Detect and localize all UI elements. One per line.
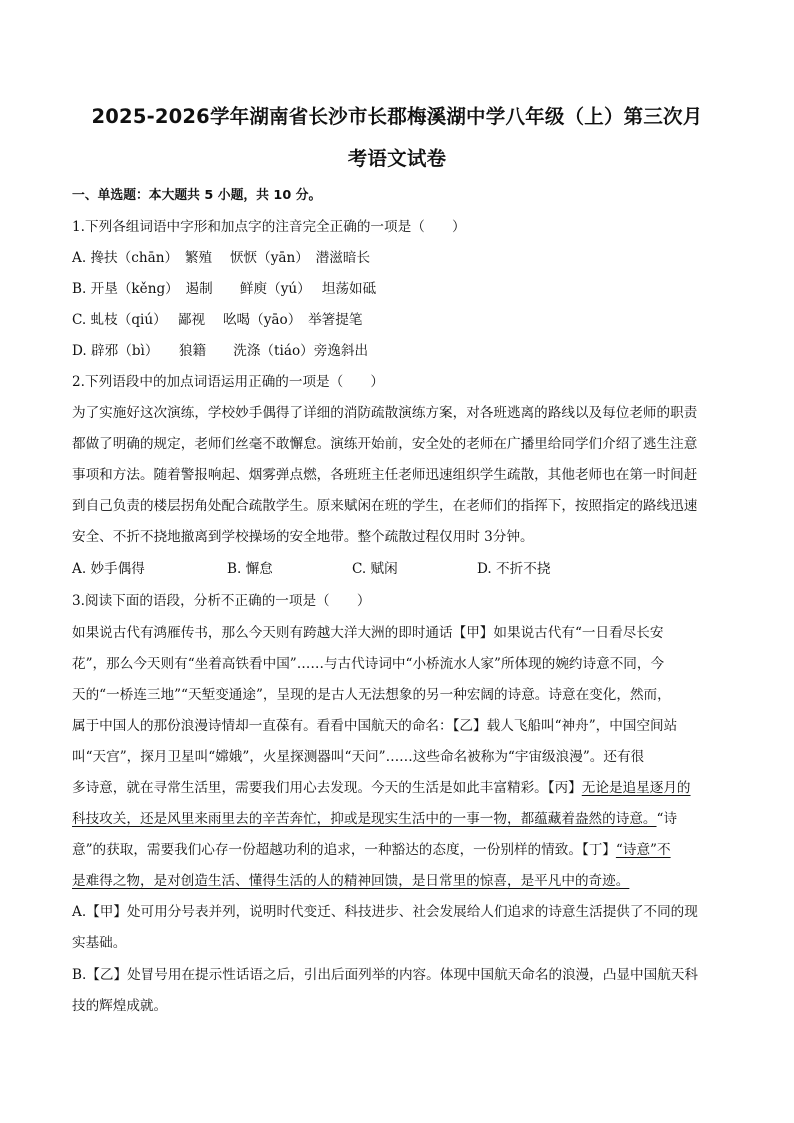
underlined-sentence-ding: 是难得之物，是对创造生活、懂得生活的人的精神回馈，是日常里的惊喜，是平凡中的奇迹。 xyxy=(72,873,630,889)
question-2-option-d: D. 不折不挠 xyxy=(477,561,551,577)
question-3-passage-line: 属于中国人的那份浪漫诗情却一直葆有。看看中国航天的命名：【乙】载人飞船叫“神舟”，中国空间站 xyxy=(72,718,678,734)
question-3-option-a-cont: 实基础。 xyxy=(72,935,127,951)
passage-text: 多诗意，就在寻常生活里，需要我们用心去发现。今天的生活是如此丰富精彩。【丙】 xyxy=(72,780,582,796)
question-2-stem: 2.下列语段中的加点词语运用正确的一项是（ ） xyxy=(72,374,385,390)
underlined-sentence-bing: 无论是追星逐月的 xyxy=(581,780,691,796)
question-2-option-c: C. 赋闲 xyxy=(352,561,398,577)
question-3-passage-line xyxy=(72,871,732,891)
question-2-passage-line: 都做了明确的规定，老师们丝毫不敢懈怠。演练开始前，安全处的老师在广播里给同学们介绍了逃生注意 xyxy=(72,436,698,452)
question-1-stem: 1.下列各组词语中字形和加点字的注音完全正确的一项是（ ） xyxy=(72,219,466,235)
question-3-passage-line: 如果说古代有鸿雁传书，那么今天则有跨越大洋大洲的即时通话【甲】如果说古代有“一日看尽长安 xyxy=(72,625,664,641)
question-3-passage-line xyxy=(72,778,732,798)
question-2-passage-line: 到自己负责的楼层拐角处配合疏散学生。原来赋闲在班的学生，在老师们的指挥下，按照指定的路线迅速 xyxy=(72,498,698,514)
question-3-option-a: A.【甲】处可用分号表并列，说明时代变迁、科技进步、社会发展给人们追求的诗意生活提供了不同的现 xyxy=(72,904,698,920)
passage-text: 意”的获取，需要我们心存一份超越功利的追求，一种豁达的态度，一份别样的情致。【丁】 xyxy=(72,842,616,858)
question-2-passage-line: 事项和方法。随着警报响起、烟雾弹点燃，各班班主任老师迅速组织学生疏散，其他老师也在第一时间赶 xyxy=(72,467,698,483)
question-1-option-a: A. 搀扶（chān） 繁殖 恹恹（yān） 潜滋暗长 xyxy=(72,250,371,266)
question-2-option-b: B. 懈怠 xyxy=(227,561,273,577)
question-3-passage-line: 天的“一桥连三地”“天堑变通途”，呈现的是古人无法想象的另一种宏阔的诗意。诗意在变化，然而， xyxy=(72,687,671,703)
question-3-passage-line xyxy=(72,809,732,829)
section-label: 一、单选题： xyxy=(72,188,149,203)
question-2-options xyxy=(72,559,732,579)
question-3-stem: 3.阅读下面的语段，分析不正确的一项是（ ） xyxy=(72,593,371,609)
question-2-passage-line: 为了实施好这次演练，学校妙手偶得了详细的消防疏散演练方案，对各班逃离的路线以及每位老师的职责 xyxy=(72,405,698,421)
section-description: 本大题共 5 小题，共 10 分。 xyxy=(148,188,322,203)
question-2-passage-line: 安全、不折不挠地撤离到学校操场的安全地带。整个疏散过程仅用时 3分钟。 xyxy=(72,529,534,545)
section-heading xyxy=(72,186,732,206)
question-2-option-a: A. 妙手偶得 xyxy=(72,561,145,577)
exam-title-line-2: 考语文试卷 xyxy=(347,147,447,170)
question-3-passage-line xyxy=(72,840,732,860)
underlined-sentence-bing: 科技攻关，还是风里来雨里去的辛苦奔忙，抑或是现实生活中的一事一物，都蕴藏着盎然的诗意。 xyxy=(72,811,657,827)
question-1-option-b: B. 开垦（kěng） 遏制 鲜庾（yú） 坦荡如砥 xyxy=(72,281,377,297)
question-3-option-b-cont: 技的辉煌成就。 xyxy=(72,998,168,1014)
question-1-option-d: D. 辟邪（bì） 狼籍 洗涤（tiáo）旁逸斜出 xyxy=(72,343,369,359)
passage-text: “诗 xyxy=(656,811,678,827)
underlined-sentence-ding: “诗意”不 xyxy=(615,842,671,858)
question-1-option-c: C. 虬枝（qiú） 鄙视 吆喝（yāo） 举箸提笔 xyxy=(72,312,363,328)
question-3-option-b: B.【乙】处冒号用在提示性话语之后，引出后面列举的内容。体现中国航天命名的浪漫，凸显中国航天科 xyxy=(72,967,699,983)
question-3-passage-line: 花”，那么今天则有“坐着高铁看中国”……与古代诗词中“小桥流水人家”所体现的婉约诗意不同，今 xyxy=(72,656,665,672)
exam-title-line-1: 2025-2026学年湖南省长沙市长郡梅溪湖中学八年级（上）第三次月 xyxy=(91,105,703,128)
question-3-passage-line: 叫“天宫”，探月卫星叫“嫦娥”，火星探测器叫“天问”……这些命名被称为“宇宙级浪漫”。还有很 xyxy=(72,749,645,765)
